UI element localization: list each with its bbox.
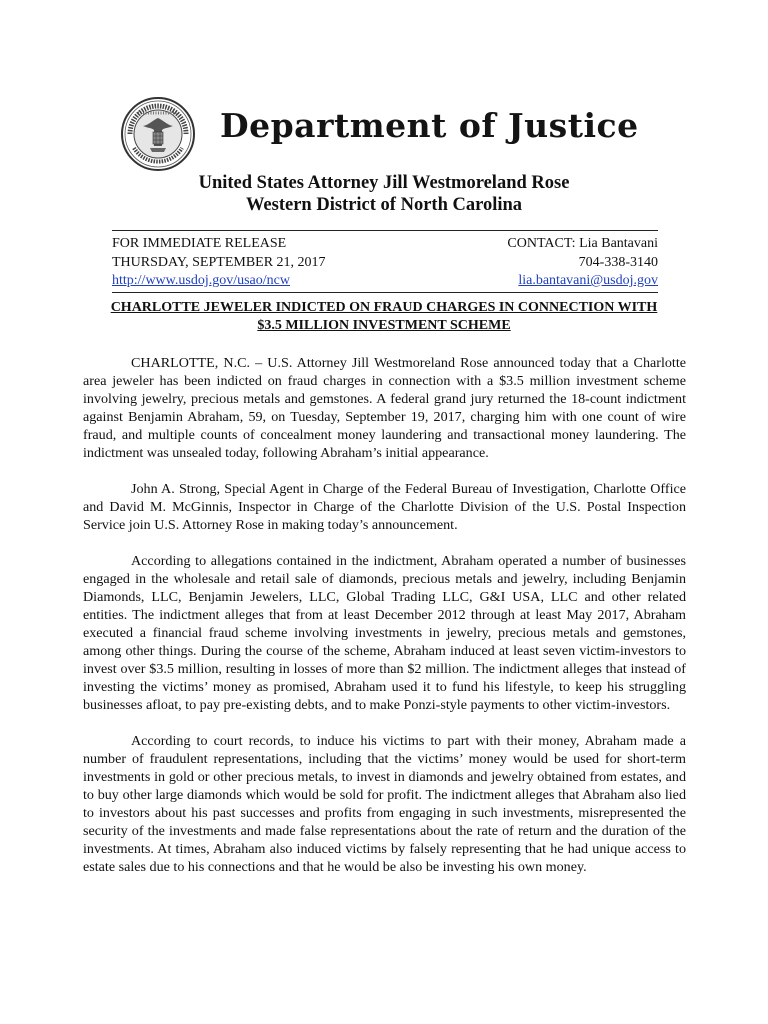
release-body [83, 354, 686, 894]
body-paragraph: CHARLOTTE, N.C. – U.S. Attorney Jill Westmoreland Rose announced today that a Charlotte area jeweler has been indicted on fraud charges in connection with a $3.5 million investment scheme involving jewelry, precious metals and gemstones. A federal grand jury returned the 18-count indictment against Benjamin Abraham, 59, on Tuesday, September 19, 2017, charging him with one count of wire fraud, and multiple counts of concealment money laundering and transactional money laundering. The indictment was unsealed today, following Abraham’s initial appearance. [83, 355, 686, 461]
doj-seal-icon [120, 96, 196, 172]
headline [60, 299, 708, 335]
usao-website-link[interactable]: http://www.usdoj.gov/usao/ncw [112, 273, 290, 288]
release-date: THURSDAY, SEPTEMBER 21, 2017 [112, 254, 326, 270]
contact-email-link[interactable]: lia.bantavani@usdoj.gov [518, 273, 658, 288]
district-name: Western District of North Carolina [245, 195, 523, 215]
agency-title: Department of Justice [220, 106, 639, 145]
contact-phone: 704-338-3140 [578, 254, 658, 270]
body-paragraph: John A. Strong, Special Agent in Charge of the Federal Bureau of Investigation, Charlotte Office and David M. McGinnis, Inspector in Charge of the Charlotte Division of the U.S. Postal Inspection Service join U.S. Attorney Rose in making today’s announcement. [83, 481, 686, 533]
release-info [112, 235, 326, 291]
header-divider [112, 230, 658, 231]
release-label: FOR IMMEDIATE RELEASE [112, 236, 287, 251]
headline-line-2: $3.5 MILLION INVESTMENT SCHEME [257, 318, 511, 333]
us-attorney-name: United States Attorney Jill Westmoreland Rose [198, 173, 570, 193]
body-paragraph: According to allegations contained in the indictment, Abraham operated a number of businesses engaged in the wholesale and retail sale of diamonds, precious metals and jewelry, including Benjamin Diamonds, LLC, Benjamin Jewelers, LLC, Global Trading LLC, G&I USA, LLC and other related entities. The indictment alleges that from at least December 2012 through at least May 2017, Abraham executed a financial fraud scheme involving investments in jewelry, precious metals and gemstones, among other things. During the course of the scheme, Abraham induced at least seven victim-investors to invest over $3.5 million, resulting in losses of more than $2 million. The indictment alleges that instead of investing the victims’ money as promised, Abraham used it to fund his lifestyle, to keep his struggling businesses afloat, to pay pre-existing debts, and to make Ponzi-style payments to other victim-investors. [83, 553, 686, 713]
contact-name: CONTACT: Lia Bantavani [507, 236, 658, 251]
masthead [120, 96, 640, 172]
headline-line-1: CHARLOTTE JEWELER INDICTED ON FRAUD CHARGES IN CONNECTION WITH [110, 300, 658, 315]
headline-divider [112, 292, 658, 293]
contact-info [507, 235, 658, 291]
body-paragraph: According to court records, to induce his victims to part with their money, Abraham made a number of fraudulent representations, including that the victims’ money would be used for short-term investments in gold or other precious metals, to invest in diamonds and jewelry obtained from estates, and to buy other large diamonds which would be sold for profit. The indictment alleges that Abraham also lied to investors about his past successes and profits from engaging in such investments, misrepresented the security of the investments and made false representations about the rate of return and the duration of the investments. At times, Abraham also induced victims by falsely representing that he had unique access to estate sales due to his connections and that he would be also be investing his own money. [83, 733, 686, 875]
